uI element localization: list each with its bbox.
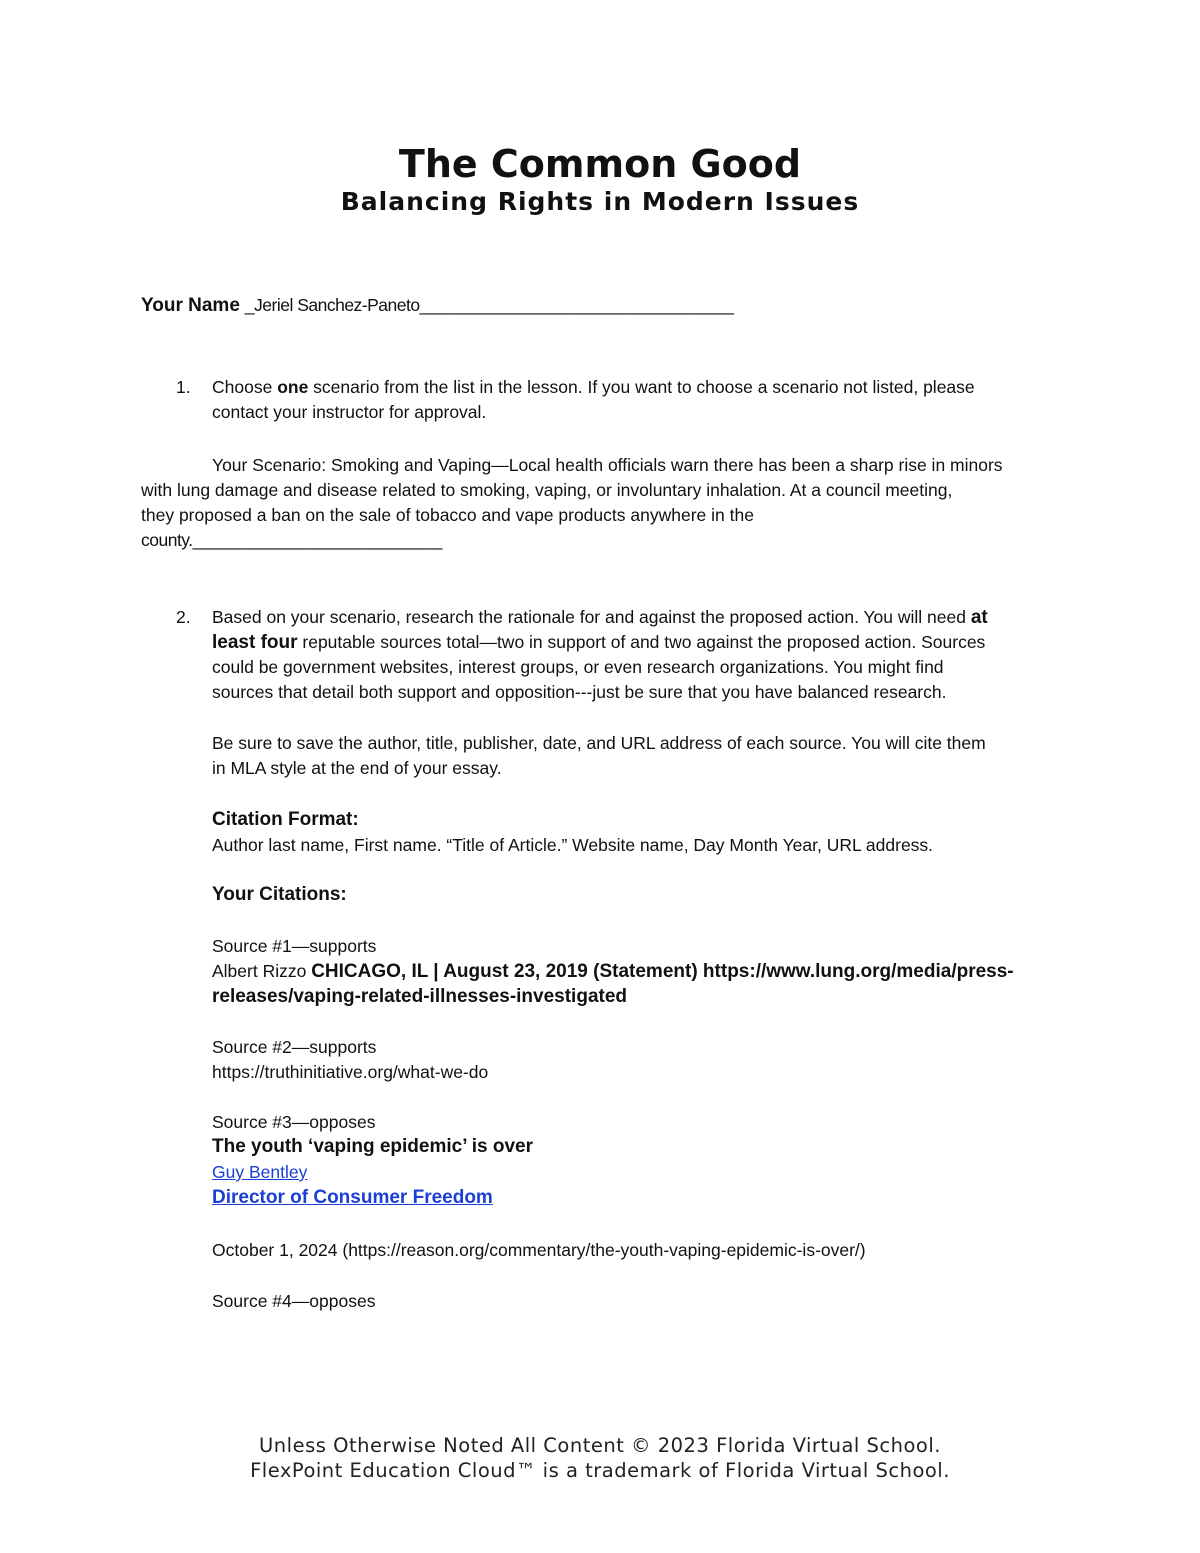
source1-label: Source #1—supports	[212, 936, 377, 956]
source1-line1: Albert Rizzo CHICAGO, IL | August 23, 2019 (Statement) https://www.lung.org/media/press-	[212, 961, 1014, 982]
q2-line4: sources that detail both support and opposition---just be sure that you have balanced research.	[212, 682, 947, 702]
q2-line1: Based on your scenario, research the rationale for and against the proposed action. You will need at	[212, 607, 988, 628]
source4-label: Source #4—opposes	[212, 1291, 376, 1311]
source3-title: The youth ‘vaping epidemic’ is over	[212, 1136, 533, 1157]
citation-format-text: Author last name, First name. “Title of Article.” Website name, Day Month Year, URL address.	[212, 835, 934, 855]
name-value[interactable]: _Jeriel Sanchez-Paneto__________________________________	[244, 295, 734, 315]
source3-role-link[interactable]: Director of Consumer Freedom	[212, 1187, 493, 1208]
page-title: The Common Good	[398, 142, 802, 186]
footer-line2: FlexPoint Education Cloud™ is a trademark of Florida Virtual School.	[250, 1459, 950, 1482]
q2-line3: could be government websites, interest groups, or even research organizations. You might find	[212, 657, 944, 677]
footer-line1: Unless Otherwise Noted All Content © 2023 Florida Virtual School.	[259, 1434, 941, 1457]
source2-url: https://truthinitiative.org/what-we-do	[212, 1062, 489, 1082]
name-label: Your Name	[141, 295, 240, 316]
save-line2: in MLA style at the end of your essay.	[212, 758, 502, 778]
q1-number: 1.	[176, 377, 191, 397]
source3-label: Source #3—opposes	[212, 1112, 376, 1132]
q1-line2: contact your instructor for approval.	[212, 402, 487, 422]
save-line1: Be sure to save the author, title, publisher, date, and URL address of each source. You will cite them	[212, 733, 986, 753]
q2-number: 2.	[176, 607, 191, 627]
scenario-line1: Your Scenario: Smoking and Vaping—Local health officials warn there has been a sharp rise in minors	[212, 455, 1003, 475]
name-line	[141, 293, 734, 318]
page-subtitle: Balancing Rights in Modern Issues	[340, 187, 860, 216]
source3-date: October 1, 2024 (https://reason.org/commentary/the-youth-vaping-epidemic-is-over/)	[212, 1240, 866, 1260]
scenario-line3: they proposed a ban on the sale of tobacco and vape products anywhere in the	[141, 505, 754, 525]
source1-line2: releases/vaping-related-illnesses-investigated	[212, 986, 628, 1007]
scenario-line4[interactable]: county.___________________________	[141, 530, 442, 550]
q1-line1: Choose one scenario from the list in the lesson. If you want to choose a scenario not listed, please	[212, 377, 975, 397]
q2-line2: least four reputable sources total—two in support of and two against the proposed action. Sources	[212, 632, 986, 653]
your-citations-label: Your Citations:	[212, 884, 347, 905]
source2-label: Source #2—supports	[212, 1037, 377, 1057]
source3-author-link[interactable]: Guy Bentley	[212, 1162, 308, 1182]
scenario-line2: with lung damage and disease related to smoking, vaping, or involuntary inhalation. At a council meeting,	[141, 480, 953, 500]
citation-format-label: Citation Format:	[212, 809, 359, 830]
